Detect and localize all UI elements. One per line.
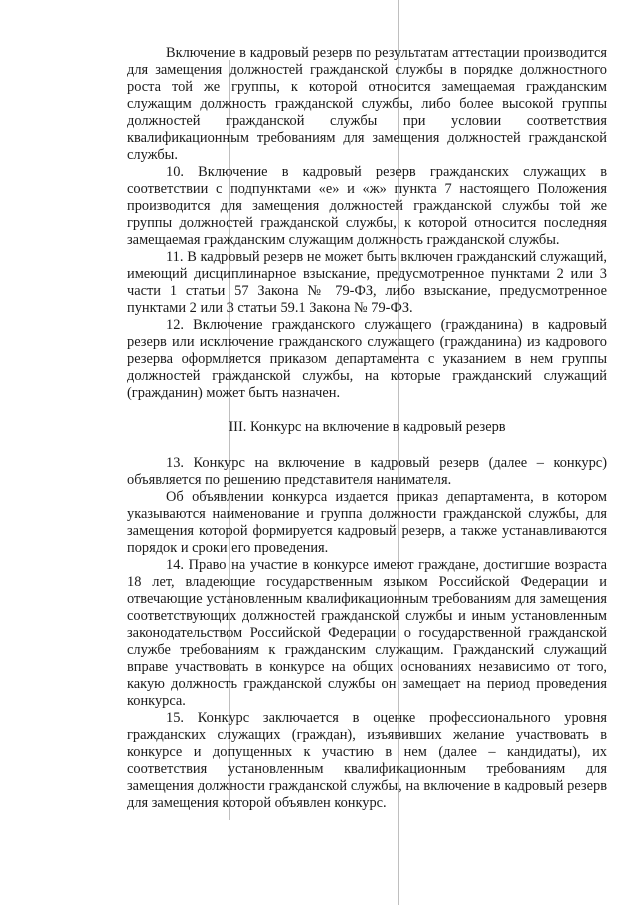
paragraph-12: 12. Включение гражданского служащего (гражданина) в кадровый резерв или исключение гражданского служащего (гражданина) из кадрового резерва оформляется приказом департамента с указанием в нем группы должностей гражданской службы, на которые гражданский служащий (гражданин) может быть назначен. bbox=[127, 317, 607, 401]
paragraph-15: 15. Конкурс заключается в оценке профессионального уровня гражданских служащих (граждан), изъявивших желание участвовать в конкурсе и допущенных к участию в нем (далее – кандидаты), их соответствия установленным квалификационным требованиям для замещения должности гражданской службы, на включение в кадровый резерв для замещения которой объявлен конкурс. bbox=[127, 710, 607, 811]
document-body bbox=[127, 45, 607, 812]
paragraph-13: 13. Конкурс на включение в кадровый резерв (далее – конкурс) объявляется по решению представителя нанимателя. bbox=[127, 455, 607, 488]
paragraph-11: 11. В кадровый резерв не может быть включен гражданский служащий, имеющий дисциплинарное взыскание, предусмотренное пунктами 2 или 3 части 1 статьи 57 Закона № 79-ФЗ, либо взыскание, предусмотренное пунктами 2 или 3 статьи 59.1 Закона № 79-ФЗ. bbox=[127, 249, 607, 316]
paragraph-14: 14. Право на участие в конкурсе имеют граждане, достигшие возраста 18 лет, владеющие государственным языком Российской Федерации и отвечающие установленным квалификационным требованиям для замещения соответствующих должностей гражданской службы и иным установленным законодательством Российской Федерации о государственной гражданской службе требованиям к гражданским служащим. Гражданский служащий вправе участвовать в конкурсе на общих основаниях независимо от того, какую должность гражданской службы он замещает на период проведения конкурса. bbox=[127, 557, 607, 709]
paragraph-10: 10. Включение в кадровый резерв гражданских служащих в соответствии с подпунктами «е» и «ж» пункта 7 настоящего Положения производится для замещения должностей гражданской службы той же группы должностей гражданской службы, к которой относится последняя замещаемая гражданским служащим должность гражданской службы. bbox=[127, 164, 607, 248]
paragraph-announcement: Об объявлении конкурса издается приказ департамента, в котором указываются наименование и группа должности гражданской службы, для замещения которой формируется кадровый резерв, а также устанавливаются порядок и сроки его проведения. bbox=[127, 489, 607, 556]
section-heading: III. Конкурс на включение в кадровый резерв bbox=[228, 419, 506, 435]
paragraph-attestation-reserve: Включение в кадровый резерв по результатам аттестации производится для замещения должностей гражданской службы в порядке должностного роста той же группы, к которой относится замещаемая гражданским служащим должность гражданской службы, либо более высокой группы должностей гражданской службы при условии соответствия квалификационным требованиям для замещения должностей гражданской службы. bbox=[127, 45, 607, 163]
